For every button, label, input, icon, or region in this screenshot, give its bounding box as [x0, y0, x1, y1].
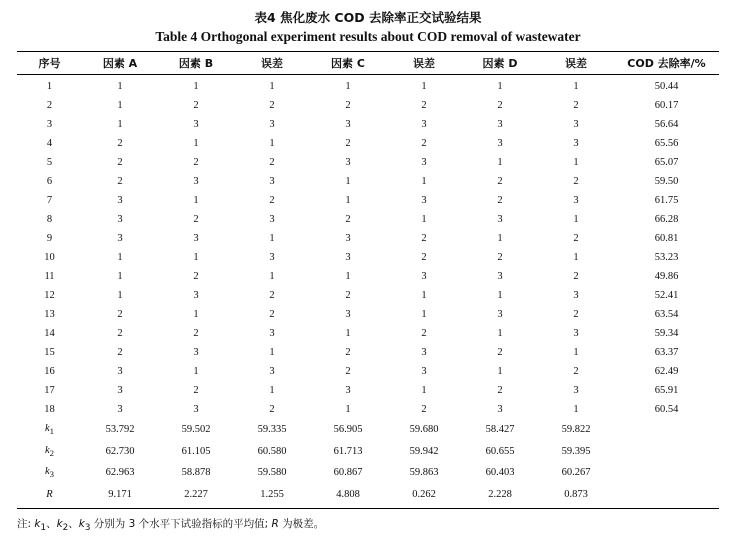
- header-row: [17, 52, 719, 74]
- level-cell: 3: [193, 404, 199, 415]
- table-row: [17, 248, 719, 267]
- level-cell: 2: [421, 233, 427, 244]
- level-cell: 2: [193, 157, 199, 168]
- level-cell: 1: [345, 271, 351, 282]
- cod-removal-cell: 60.17: [654, 100, 679, 111]
- level-cell: 1: [497, 157, 503, 168]
- level-cell: 2: [497, 100, 503, 111]
- level-cell: 3: [269, 366, 275, 377]
- level-cell: 3: [345, 233, 351, 244]
- level-cell: 3: [193, 347, 199, 358]
- level-cell: 1: [573, 157, 579, 168]
- level-cell: 3: [345, 385, 351, 396]
- level-cell: 3: [117, 385, 123, 396]
- cod-removal-cell: 49.86: [654, 271, 679, 282]
- level-cell: 2: [117, 328, 123, 339]
- level-cell: 1: [345, 404, 351, 415]
- orthogonal-results-table: [17, 52, 719, 505]
- level-cell: 1: [345, 176, 351, 187]
- level-cell: 3: [117, 233, 123, 244]
- cod-removal-cell: 65.56: [654, 138, 679, 149]
- summary-value-cell: 0.262: [412, 489, 436, 501]
- summary-row: [17, 462, 719, 484]
- level-cell: 2: [117, 347, 123, 358]
- row-number-cell: 17: [44, 385, 55, 396]
- level-cell: 3: [269, 214, 275, 225]
- summary-subscript: 1: [49, 426, 55, 437]
- level-cell: 3: [117, 404, 123, 415]
- level-cell: 2: [497, 195, 503, 206]
- level-cell: 1: [345, 81, 351, 92]
- table-row: [17, 381, 719, 400]
- level-cell: 2: [345, 366, 351, 377]
- level-cell: 2: [573, 366, 579, 377]
- header-cell: 序号: [38, 57, 61, 70]
- empty-cell: [614, 441, 719, 463]
- level-cell: 3: [345, 157, 351, 168]
- level-cell: 1: [573, 81, 579, 92]
- level-cell: 3: [193, 290, 199, 301]
- summary-value-cell: 59.680: [409, 424, 439, 436]
- cod-removal-cell: 62.49: [654, 366, 679, 377]
- level-cell: 2: [573, 271, 579, 282]
- note-k3: k: [78, 518, 85, 530]
- cod-removal-cell: 60.54: [654, 404, 679, 415]
- level-cell: 2: [421, 100, 427, 111]
- level-cell: 2: [345, 100, 351, 111]
- level-cell: 1: [421, 214, 427, 225]
- summary-row: [17, 441, 719, 463]
- level-cell: 2: [497, 252, 503, 263]
- level-cell: 1: [497, 290, 503, 301]
- cod-removal-cell: 65.91: [654, 385, 679, 396]
- row-number-cell: 18: [44, 404, 55, 415]
- level-cell: 2: [269, 404, 275, 415]
- cod-removal-cell: 63.54: [654, 309, 679, 320]
- row-number-cell: 12: [44, 290, 55, 301]
- summary-value-cell: 59.942: [409, 445, 439, 457]
- level-cell: 2: [269, 290, 275, 301]
- level-cell: 3: [269, 252, 275, 263]
- table-footnote: [17, 516, 324, 533]
- summary-label: [17, 441, 82, 463]
- level-cell: 1: [117, 271, 123, 282]
- header-cell: 因素 A: [102, 57, 138, 70]
- level-cell: 3: [573, 138, 579, 149]
- level-cell: 2: [497, 385, 503, 396]
- level-cell: 1: [193, 309, 199, 320]
- level-cell: 3: [497, 119, 503, 130]
- level-cell: 1: [269, 233, 275, 244]
- table-row: [17, 191, 719, 210]
- level-cell: 2: [269, 309, 275, 320]
- note-suffix: 为极差。: [278, 518, 325, 530]
- level-cell: 3: [421, 271, 427, 282]
- note-r: R: [271, 518, 279, 530]
- level-cell: 3: [497, 404, 503, 415]
- summary-value-cell: 59.580: [257, 467, 287, 479]
- level-cell: 2: [269, 100, 275, 111]
- level-cell: 3: [345, 252, 351, 263]
- level-cell: 2: [421, 328, 427, 339]
- summary-value-cell: 53.792: [105, 424, 135, 436]
- level-cell: 1: [269, 138, 275, 149]
- level-cell: 3: [193, 119, 199, 130]
- header-cell: 因素 C: [331, 57, 365, 70]
- level-cell: 1: [193, 81, 199, 92]
- table-row: [17, 400, 719, 419]
- level-cell: 1: [117, 290, 123, 301]
- level-cell: 2: [573, 176, 579, 187]
- level-cell: 3: [345, 119, 351, 130]
- summary-value-cell: 62.963: [105, 467, 135, 479]
- level-cell: 1: [573, 404, 579, 415]
- note-k3-sub: 3: [84, 523, 91, 534]
- level-cell: 2: [345, 214, 351, 225]
- level-cell: 2: [345, 290, 351, 301]
- level-cell: 3: [573, 385, 579, 396]
- level-cell: 3: [269, 328, 275, 339]
- cod-removal-cell: 60.81: [654, 233, 679, 244]
- level-cell: 3: [269, 176, 275, 187]
- table-row: [17, 96, 719, 115]
- note-k1-sub: 1: [40, 523, 47, 534]
- row-number-cell: 11: [44, 271, 55, 282]
- summary-symbol: R: [46, 489, 53, 501]
- summary-value-cell: 59.502: [181, 424, 211, 436]
- summary-value-cell: 56.905: [333, 424, 363, 436]
- level-cell: 2: [421, 404, 427, 415]
- row-number-cell: 16: [44, 366, 55, 377]
- level-cell: 1: [345, 195, 351, 206]
- level-cell: 1: [497, 366, 503, 377]
- table-row: [17, 305, 719, 324]
- note-k2: k: [56, 518, 63, 530]
- level-cell: 3: [573, 328, 579, 339]
- summary-value-cell: 58.427: [485, 424, 515, 436]
- level-cell: 1: [269, 271, 275, 282]
- header-cell: 误差: [413, 57, 435, 70]
- table-row: [17, 172, 719, 191]
- level-cell: 1: [497, 233, 503, 244]
- summary-value-cell: 59.395: [561, 445, 591, 457]
- summary-value-cell: 0.873: [564, 489, 588, 501]
- cod-removal-cell: 61.75: [654, 195, 679, 206]
- level-cell: 2: [193, 271, 199, 282]
- table-body: [17, 74, 719, 505]
- level-cell: 2: [193, 385, 199, 396]
- cod-removal-cell: 59.34: [654, 328, 679, 339]
- level-cell: 1: [193, 366, 199, 377]
- row-number-cell: 2: [46, 100, 53, 111]
- level-cell: 1: [421, 176, 427, 187]
- cod-removal-cell: 66.28: [654, 214, 679, 225]
- cod-removal-cell: 59.50: [654, 176, 679, 187]
- level-cell: 1: [269, 81, 275, 92]
- level-cell: 2: [573, 309, 579, 320]
- cod-removal-cell: 50.44: [654, 81, 679, 92]
- level-cell: 2: [269, 157, 275, 168]
- summary-value-cell: 58.878: [181, 467, 211, 479]
- table-row: [17, 153, 719, 172]
- table-row: [17, 134, 719, 153]
- level-cell: 3: [497, 214, 503, 225]
- table-row: [17, 210, 719, 229]
- summary-value-cell: 62.730: [105, 445, 135, 457]
- level-cell: 1: [345, 328, 351, 339]
- level-cell: 1: [497, 328, 503, 339]
- level-cell: 2: [421, 138, 427, 149]
- level-cell: 3: [269, 119, 275, 130]
- level-cell: 3: [193, 233, 199, 244]
- level-cell: 3: [497, 271, 503, 282]
- level-cell: 1: [421, 290, 427, 301]
- note-k1: k: [34, 518, 41, 530]
- table-row: [17, 286, 719, 305]
- note-prefix: 注:: [17, 518, 35, 530]
- summary-value-cell: 59.863: [409, 467, 439, 479]
- level-cell: 3: [345, 309, 351, 320]
- level-cell: 2: [345, 138, 351, 149]
- table-row: [17, 229, 719, 248]
- level-cell: 3: [117, 214, 123, 225]
- level-cell: 2: [193, 214, 199, 225]
- summary-value-cell: 60.403: [485, 467, 515, 479]
- summary-value-cell: 60.655: [485, 445, 515, 457]
- summary-symbol: k: [44, 444, 50, 456]
- table-caption-chinese: 表4 焦化废水 COD 去除率正交试验结果: [254, 10, 482, 25]
- level-cell: 2: [345, 347, 351, 358]
- row-number-cell: 5: [46, 157, 53, 168]
- bottom-rule: [17, 508, 719, 509]
- header-cell: 误差: [261, 57, 283, 70]
- level-cell: 2: [421, 252, 427, 263]
- level-cell: 1: [269, 385, 275, 396]
- level-cell: 1: [421, 385, 427, 396]
- note-mid: 分别为 3 个水平下试验指标的平均值;: [90, 518, 272, 530]
- note-sep: 、: [46, 518, 57, 530]
- table-row: [17, 324, 719, 343]
- level-cell: 1: [269, 347, 275, 358]
- row-number-cell: 7: [46, 195, 53, 206]
- level-cell: 2: [573, 100, 579, 111]
- level-cell: 1: [421, 309, 427, 320]
- level-cell: 2: [193, 100, 199, 111]
- summary-value-cell: 9.171: [108, 489, 132, 501]
- summary-label: [17, 419, 82, 441]
- level-cell: 3: [573, 119, 579, 130]
- level-cell: 3: [573, 195, 579, 206]
- cod-removal-cell: 63.37: [654, 347, 679, 358]
- summary-row: [17, 419, 719, 441]
- summary-value-cell: 61.713: [333, 445, 363, 457]
- level-cell: 3: [117, 366, 123, 377]
- header-cell: 因素 D: [482, 57, 518, 70]
- summary-subscript: 3: [49, 469, 55, 480]
- level-cell: 2: [497, 176, 503, 187]
- empty-cell: [614, 462, 719, 484]
- level-cell: 1: [193, 138, 199, 149]
- summary-value-cell: 60.867: [333, 467, 363, 479]
- level-cell: 1: [421, 81, 427, 92]
- level-cell: 1: [573, 252, 579, 263]
- summary-value-cell: 59.335: [257, 424, 287, 436]
- header-cell: 误差: [565, 57, 587, 70]
- row-number-cell: 15: [44, 347, 55, 358]
- level-cell: 3: [497, 138, 503, 149]
- level-cell: 3: [497, 309, 503, 320]
- summary-label: [17, 484, 82, 506]
- summary-value-cell: 59.822: [561, 424, 591, 436]
- cod-removal-cell: 53.23: [654, 252, 679, 263]
- note-k2-sub: 2: [62, 523, 69, 534]
- summary-value-cell: 60.580: [257, 445, 287, 457]
- level-cell: 1: [193, 195, 199, 206]
- level-cell: 2: [193, 328, 199, 339]
- cod-removal-cell: 56.64: [654, 119, 679, 130]
- level-cell: 2: [269, 195, 275, 206]
- level-cell: 1: [117, 119, 123, 130]
- summary-row: [17, 484, 719, 506]
- level-cell: 1: [573, 347, 579, 358]
- table-row: [17, 362, 719, 381]
- header-cell: 因素 B: [178, 57, 214, 70]
- level-cell: 3: [421, 195, 427, 206]
- row-number-cell: 14: [44, 328, 55, 339]
- summary-value-cell: 2.228: [488, 489, 512, 501]
- summary-label: [17, 462, 82, 484]
- level-cell: 1: [573, 214, 579, 225]
- row-number-cell: 10: [44, 252, 55, 263]
- summary-symbol: k: [44, 423, 50, 435]
- empty-cell: [614, 419, 719, 441]
- level-cell: 1: [117, 81, 123, 92]
- summary-value-cell: 4.808: [336, 489, 360, 501]
- table-row: [17, 343, 719, 362]
- level-cell: 3: [193, 176, 199, 187]
- level-cell: 3: [421, 366, 427, 377]
- cod-removal-cell: 65.07: [654, 157, 679, 168]
- header-cell: COD 去除率/%: [627, 57, 706, 70]
- level-cell: 1: [117, 100, 123, 111]
- summary-value-cell: 61.105: [181, 445, 211, 457]
- level-cell: 1: [497, 81, 503, 92]
- table-caption-english: Table 4 Orthogonal experiment results about COD removal of wastewater: [155, 29, 581, 44]
- note-sep: 、: [68, 518, 79, 530]
- table-row: [17, 74, 719, 96]
- summary-value-cell: 1.255: [260, 489, 284, 501]
- row-number-cell: 3: [46, 119, 53, 130]
- row-number-cell: 4: [46, 138, 53, 149]
- row-number-cell: 1: [46, 81, 53, 92]
- level-cell: 2: [117, 157, 123, 168]
- level-cell: 3: [421, 119, 427, 130]
- level-cell: 3: [117, 195, 123, 206]
- level-cell: 2: [117, 176, 123, 187]
- level-cell: 1: [193, 252, 199, 263]
- cod-removal-cell: 52.41: [654, 290, 679, 301]
- level-cell: 3: [421, 347, 427, 358]
- level-cell: 2: [573, 233, 579, 244]
- row-number-cell: 8: [46, 214, 53, 225]
- level-cell: 2: [117, 138, 123, 149]
- summary-symbol: k: [44, 466, 50, 478]
- empty-cell: [614, 484, 719, 506]
- level-cell: 1: [117, 252, 123, 263]
- summary-value-cell: 2.227: [184, 489, 208, 501]
- row-number-cell: 9: [46, 233, 53, 244]
- level-cell: 3: [421, 157, 427, 168]
- table-row: [17, 267, 719, 286]
- summary-subscript: 2: [49, 447, 55, 458]
- level-cell: 2: [497, 347, 503, 358]
- level-cell: 3: [573, 290, 579, 301]
- table-row: [17, 115, 719, 134]
- level-cell: 2: [117, 309, 123, 320]
- summary-value-cell: 60.267: [561, 467, 591, 479]
- row-number-cell: 6: [46, 176, 53, 187]
- row-number-cell: 13: [44, 309, 55, 320]
